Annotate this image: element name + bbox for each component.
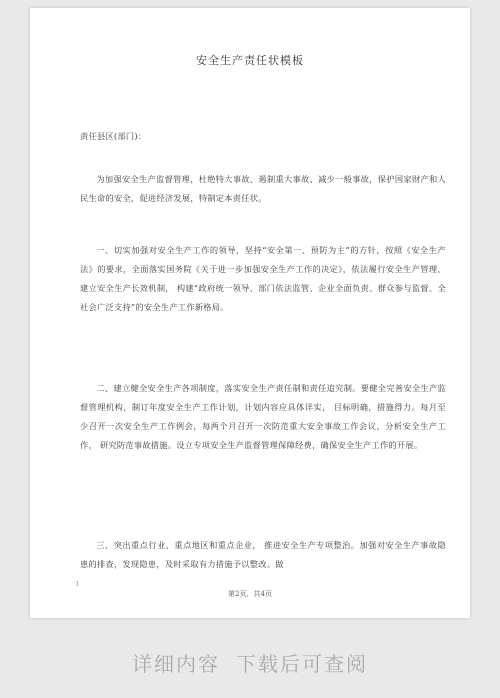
side-mark: I (76, 581, 79, 588)
download-prompt[interactable] (0, 648, 500, 677)
document-title: 安全生产责任状模板 (196, 54, 304, 67)
section-2-paragraph: 二、建立健全安全生产各项制度，落实安全生产责任制和责任追究制。要健全完善安全生产监督管理机构，制订年度安全生产工作计划，计划内容应具体详实， 目标明确，措施得力。每月至少召开一次安全生产工作例会，每两个月召开一次防范重大安全事故工作会议，分析安全生产工作， 研究防范事故措施。设立专项安全生产监督管理保障经费，确保安全生产工作的开展。 (80, 383, 446, 450)
section-3-paragraph: 三、突出重点行业、重点地区和重点企业， 推进安全生产专项整治。加强对安全生产事故隐患的排查，发现隐患，及时采取有力措施予以整改。做 (80, 540, 446, 569)
document-page (30, 8, 470, 618)
page-number: 第2页，共4页 (228, 590, 272, 598)
intro-paragraph: 为加强安全生产监督管理，杜绝特大事故、遏制重大事故、减少一般事故，保护国家财产和人民生命的安全，促进经济发展，特制定本责任状。 (80, 174, 446, 203)
download-prompt-part1: 详细内容 (132, 652, 220, 676)
addressee-line: 责任县区(部门)： (80, 131, 147, 141)
section-1-paragraph: 一、切实加强对安全生产工作的领导，坚持“安全第一、预防为主”的方针，按照《安全生产法》的要求，全面落实国务院《关于进一步加强安全生产工作的决定》，依法履行安全生产管理，建立安全生产长效机制， 构建“政府统一领导、部门依法监管、企业全面负责、群众参与监督、全社会广泛支持”的安全生产工作新格局。 (80, 245, 446, 312)
download-prompt-part2: 下载后可查阅 (236, 652, 368, 676)
